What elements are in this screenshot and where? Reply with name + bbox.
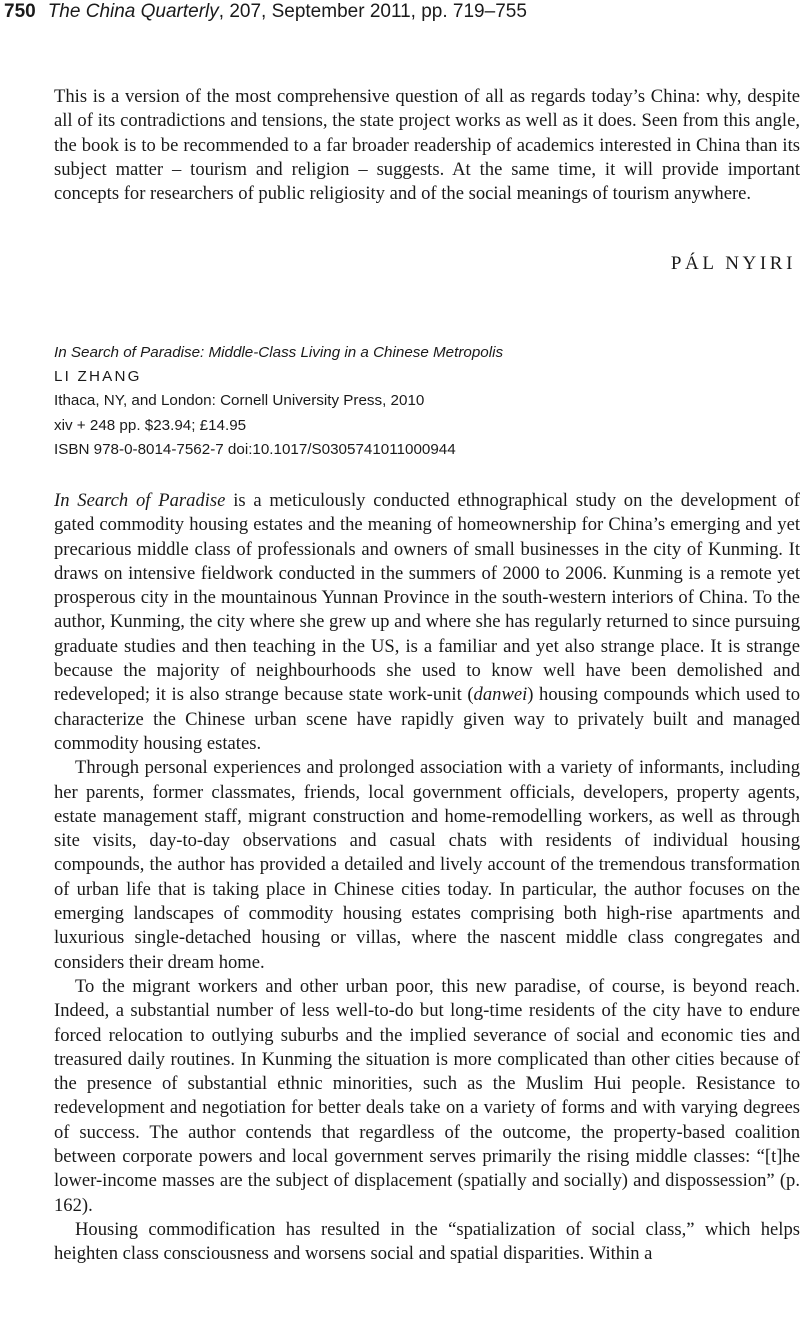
reviewer-name: PÁL NYIRI: [670, 253, 796, 274]
book-author: LI ZHANG: [54, 368, 142, 386]
book-publisher: Ithaca, NY, and London: Cornell University Press, 2010: [54, 392, 425, 410]
review-paragraph-4: Housing commodification has resulted in the “spatialization of social class,” which helps heighten class consciousness and worsens social and spatial disparities. Within a: [54, 1218, 800, 1265]
running-head: [4, 0, 527, 24]
previous-review-conclusion: [54, 85, 800, 206]
review-paragraph-2: Through personal experiences and prolonged association with a variety of informants, including her parents, former classmates, friends, local government officials, developers, property agents, estate management staff, migrant construction and home-remodelling workers, as well as through site visits, day-to-day observations and casual chats with residents of individual housing compounds, the author has provided a detailed and lively account of the tremendous transformation of urban life that is taking place in Chinese cities today. In particular, the author focuses on the emerging landscapes of commodity housing estates comprising both high-rise apartments and luxurious single-detached housing or villas, where the nascent middle class congregates and considers their dream home.: [54, 757, 800, 973]
review-paragraph-1: In Search of Paradise is a meticulously conducted ethnographical study on the development of gated commodity housing estates and the meaning of homeownership for China’s emerging and yet precarious middle class of professionals and owners of small businesses in the city of Kunming. It draws on intensive fieldwork conducted in the summers of 2000 to 2006. Kunming is a remote yet prosperous city in the mountainous Yunnan Province in the south-western interiors of China. To the author, Kunming, the city where she grew up and where she has regularly returned to since pursuing graduate studies and then teaching in the US, is a familiar and yet also strange place. It is strange because the majority of neighbourhoods she used to know well have been demolished and redeveloped; it is also strange because state work-unit (danwei) housing compounds which used to characterize the Chinese urban scene have rapidly given way to privately built and managed commodity housing estates.: [54, 490, 800, 754]
book-title: In Search of Paradise: Middle-Class Living in a Chinese Metropolis: [54, 344, 504, 361]
journal-citation: , 207, September 2011, pp. 719–755: [218, 1, 527, 22]
book-isbn-doi: ISBN 978-0-8014-7562-7 doi:10.1017/S0305741011000944: [54, 440, 456, 458]
review-paragraph-3: To the migrant workers and other urban poor, this new paradise, of course, is beyond reach. Indeed, a substantial number of less well-to-do but long-time residents of the city have to endure forced relocation to outlying suburbs and the implied severance of social and economic ties and treasured daily routines. In Kunming the situation is more complicated than other cities because of the presence of substantial ethnic minorities, such as the Muslim Hui people. Resistance to redevelopment and negotiation for better deals take on a variety of forms and with varying degrees of success. The author contends that regardless of the outcome, the property-based coalition between corporate powers and local government serves primarily the rising middle classes: “[t]he lower-income masses are the subject of displacement (spatially and socially) and dispossession” (p. 162).: [54, 975, 800, 1216]
journal-title: The China Quarterly: [47, 1, 219, 22]
book-title-inline: In Search of Paradise: [54, 490, 226, 511]
page-number: 750: [4, 1, 36, 22]
closing-paragraph: This is a version of the most comprehensive question of all as regards today’s China: why, despite all of its contradictions and tensions, the state project works as well as it does. Seen from this angle, the book is to be recommended to a far broader readership of academics interested in China than its subject matter – tourism and religion – suggests. At the same time, it will provide important concepts for researchers of public religiosity and of the social meanings of tourism anywhere.: [54, 86, 800, 205]
book-pages-price: xiv + 248 pp. $23.94; £14.95: [54, 416, 247, 434]
review-body: [54, 489, 800, 1267]
book-citation: [54, 341, 800, 462]
danwei-term: danwei: [473, 684, 528, 706]
